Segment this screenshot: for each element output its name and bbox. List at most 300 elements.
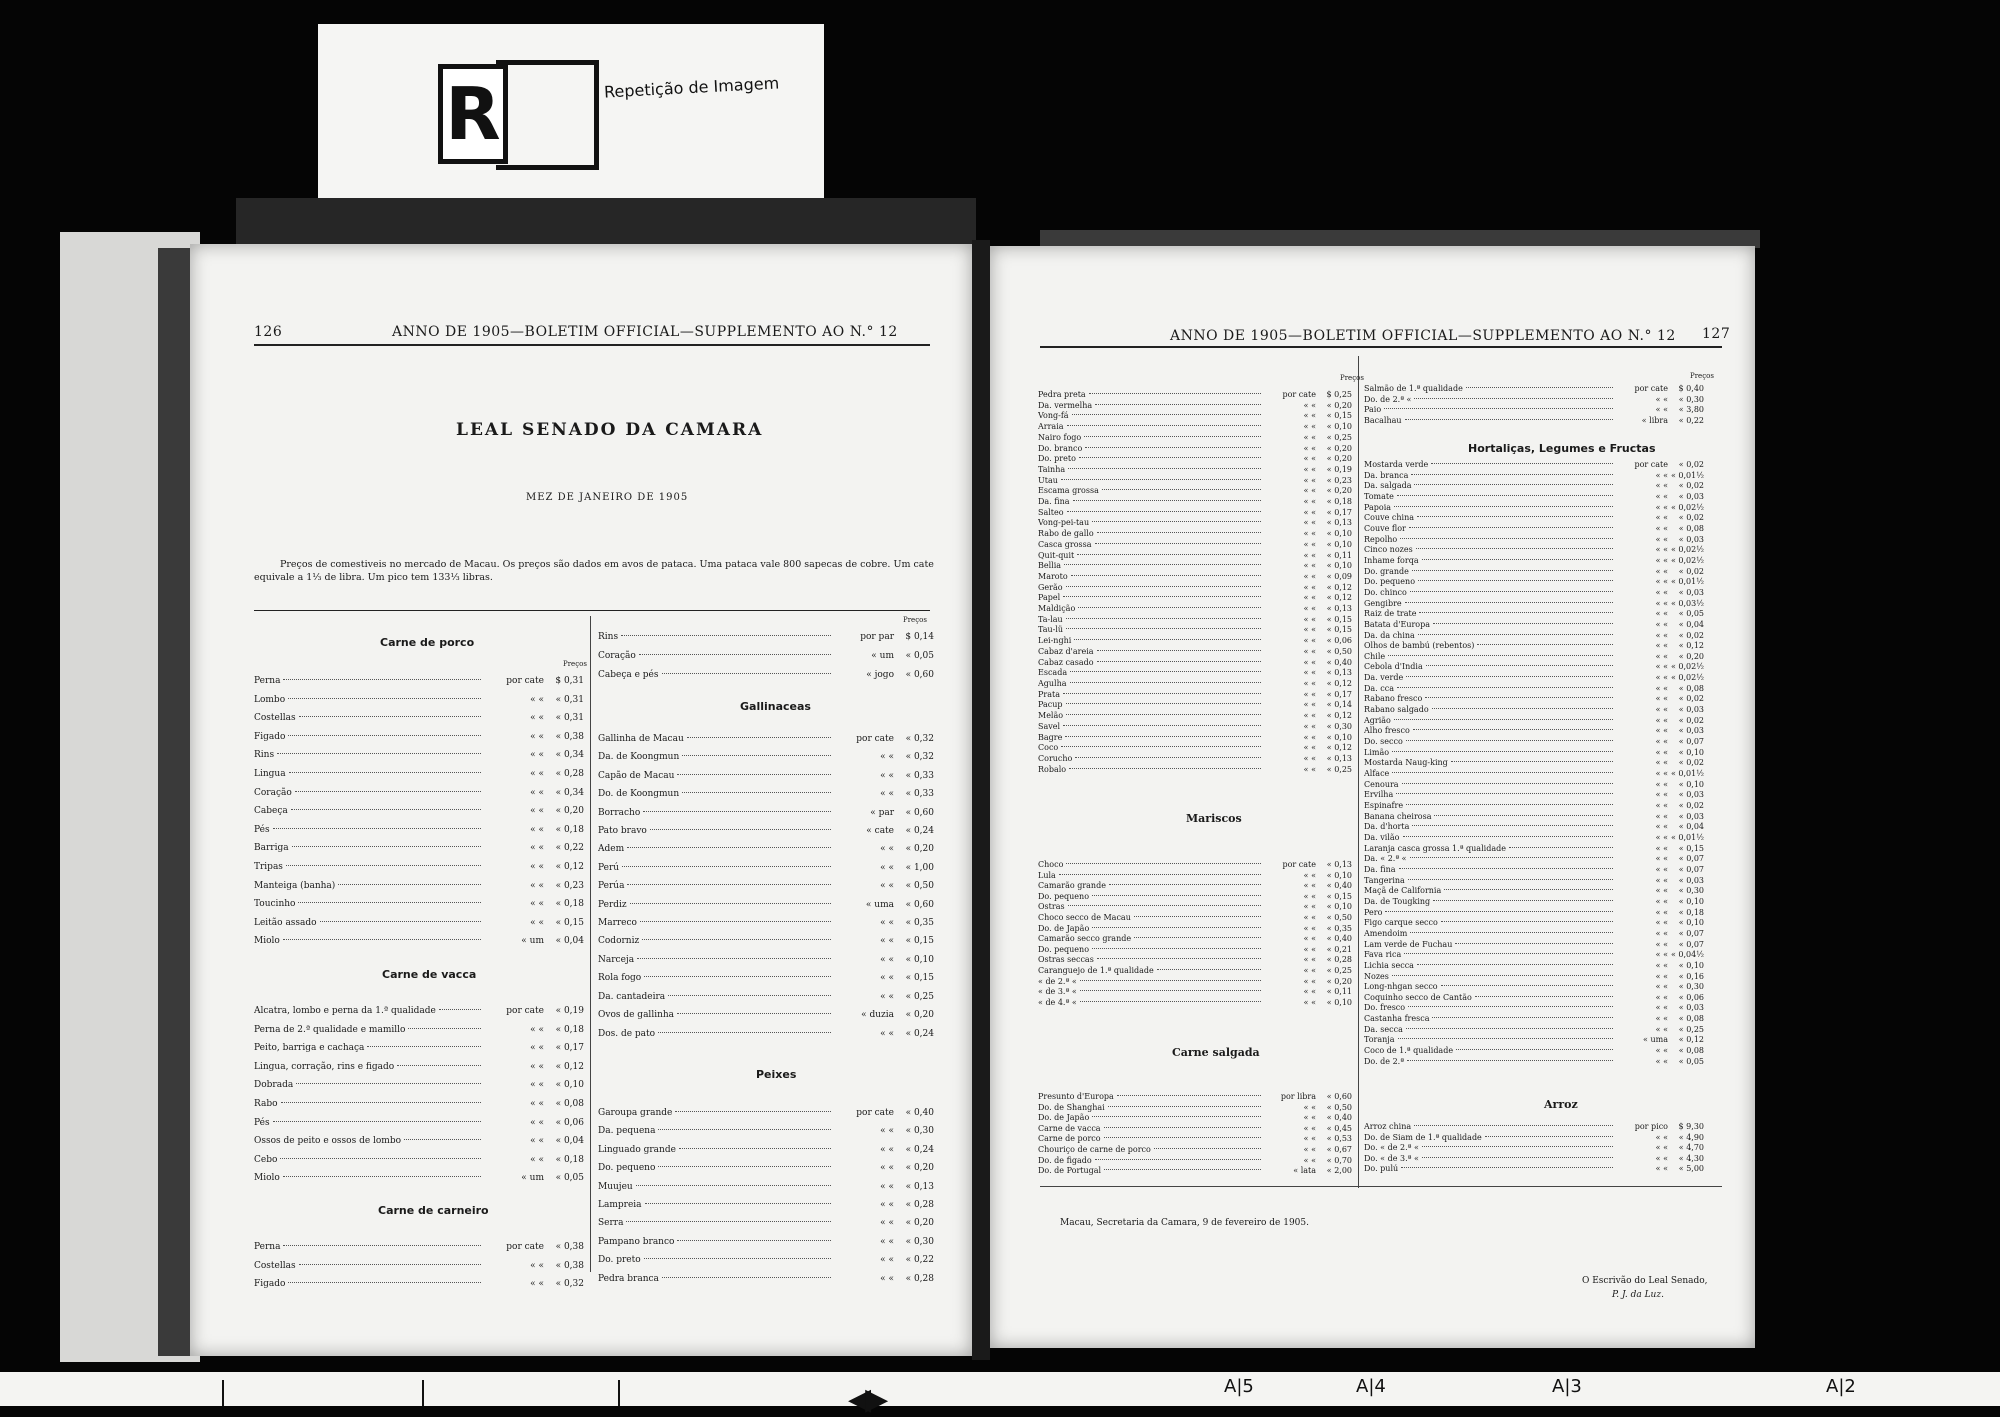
- price-row: [1364, 395, 1704, 406]
- item-name: Ostras: [1038, 902, 1065, 912]
- price-row: [598, 951, 934, 969]
- leader-dots: [679, 1148, 831, 1149]
- price-row: [1038, 551, 1352, 562]
- item-name: Rabano salgado: [1364, 705, 1429, 715]
- item-unit: por cate: [856, 734, 894, 744]
- price-row: [254, 839, 584, 858]
- leader-dots: [1431, 463, 1613, 464]
- leader-dots: [644, 1258, 831, 1259]
- item-unit: « «: [1303, 432, 1316, 442]
- price-row: [1038, 668, 1352, 679]
- leader-dots: [621, 635, 831, 636]
- price-row: [1364, 1025, 1704, 1036]
- price-row: [1038, 733, 1352, 744]
- price-row: [1038, 754, 1352, 765]
- item-name: Tangerina: [1364, 875, 1405, 885]
- item-price: « 0,03: [1678, 811, 1704, 821]
- item-price: « 0,34: [555, 787, 584, 798]
- item-name: Da. d'horta: [1364, 822, 1410, 832]
- precos-label-col2: Preços: [903, 616, 927, 624]
- leader-dots: [1403, 836, 1614, 837]
- leader-dots: [1406, 804, 1613, 805]
- item-name: Perú: [598, 862, 620, 873]
- item-price: « 0,15: [1326, 614, 1352, 624]
- item-name: Tomate: [1364, 491, 1394, 501]
- item-name: Do. preto: [1038, 454, 1076, 464]
- page-number: 127: [1702, 326, 1731, 342]
- item-name: Coração: [254, 787, 292, 798]
- item-price: « 0,11: [1326, 550, 1352, 560]
- leader-dots: [1092, 521, 1261, 522]
- leader-dots: [1392, 772, 1613, 773]
- ruler-tick: [422, 1380, 424, 1406]
- item-unit: « «: [1655, 705, 1668, 715]
- leader-dots: [658, 1032, 831, 1033]
- item-name: Rabo de gallo: [1038, 529, 1094, 539]
- item-name: Carne de vacca: [1038, 1123, 1101, 1133]
- item-name: Camarão secco grande: [1038, 934, 1132, 944]
- item-name: Da. pequena: [598, 1126, 656, 1137]
- ruler-label: A|5: [1224, 1376, 1254, 1397]
- price-row: [1038, 1124, 1352, 1135]
- leader-dots: [286, 865, 481, 866]
- leader-dots: [1416, 548, 1613, 549]
- item-unit: « libra: [1641, 415, 1668, 425]
- item-unit: « duzia: [861, 1010, 894, 1021]
- item-unit: « «: [880, 1255, 894, 1266]
- item-price: « 0,02: [1678, 715, 1704, 725]
- leader-dots: [677, 1013, 831, 1014]
- item-unit: « «: [880, 1273, 894, 1284]
- item-name: Pés: [254, 1117, 270, 1128]
- price-row: [254, 746, 584, 765]
- leader-dots: [439, 1009, 481, 1010]
- price-row: [1364, 416, 1704, 427]
- price-row: [1038, 529, 1352, 540]
- item-name: Presunto d'Europa: [1038, 1092, 1114, 1101]
- item-name: Vong-pei-tau: [1038, 518, 1090, 528]
- item-name: Da. cca: [1364, 683, 1394, 693]
- ruler-tick: [618, 1380, 620, 1406]
- item-name: Do. de Japão: [1038, 923, 1090, 933]
- item-unit: « «: [1303, 518, 1316, 528]
- item-price: « 0,45: [1326, 1123, 1352, 1133]
- item-name: Da. vermelha: [1038, 400, 1093, 410]
- item-price: « 0,10: [1678, 779, 1704, 789]
- leader-dots: [299, 716, 481, 717]
- item-price: « 0,03: [1678, 875, 1704, 885]
- leader-dots: [1063, 725, 1261, 726]
- price-row: [1364, 471, 1704, 482]
- item-name: Costellas: [254, 713, 296, 724]
- price-row: [598, 647, 934, 666]
- item-unit: « «: [530, 861, 544, 872]
- item-price: « 0,30: [1678, 982, 1704, 992]
- item-unit: « «: [530, 731, 544, 742]
- item-unit: « «: [1655, 598, 1668, 608]
- leader-dots: [338, 884, 481, 885]
- item-price: « 3,80: [1678, 405, 1704, 415]
- item-unit: por cate: [1282, 390, 1316, 399]
- item-unit: « «: [1655, 939, 1668, 949]
- price-row: [1364, 535, 1704, 546]
- item-unit: « «: [1303, 464, 1316, 474]
- scale-ruler: [0, 1372, 2000, 1406]
- leader-dots: [1075, 757, 1261, 758]
- leader-dots: [281, 1102, 481, 1103]
- section-title: Hortaliças, Legumes e Fructas: [1468, 442, 1656, 455]
- item-name: Gerão: [1038, 582, 1063, 592]
- price-row: [598, 1141, 934, 1159]
- item-name: Do. fresco: [1364, 1003, 1406, 1013]
- item-name: Do. preto: [598, 1255, 641, 1266]
- item-price: « 5,00: [1678, 1164, 1704, 1174]
- leader-dots: [1104, 1137, 1261, 1138]
- item-name: Do. de 2.ª «: [1364, 394, 1412, 404]
- leader-dots: [1406, 740, 1613, 741]
- item-price: « 0,18: [555, 824, 584, 835]
- item-price: « 0,06: [1678, 992, 1704, 1002]
- leader-dots: [1102, 489, 1261, 490]
- item-price: « 0,10: [1678, 918, 1704, 928]
- price-row: [254, 765, 584, 784]
- item-name: Da. branca: [1364, 470, 1409, 480]
- item-unit: « «: [1303, 604, 1316, 614]
- item-price: « 0,02½: [1670, 662, 1704, 672]
- item-price: « 0,20: [905, 1218, 934, 1229]
- item-unit: « «: [880, 1218, 894, 1229]
- leader-dots: [1392, 975, 1613, 976]
- price-row: [598, 896, 934, 914]
- price-row: [598, 840, 934, 858]
- item-price: « 0,12: [1678, 641, 1704, 651]
- price-row: [1038, 700, 1352, 711]
- item-unit: « «: [1303, 944, 1316, 954]
- item-name: Dobrada: [254, 1080, 294, 1091]
- leader-dots: [626, 1221, 831, 1222]
- item-name: Do. de Shanghai: [1038, 1102, 1105, 1112]
- item-name: Robalo: [1038, 764, 1067, 774]
- leader-dots: [1405, 602, 1613, 603]
- item-unit: « «: [1303, 454, 1316, 464]
- item-unit: « «: [530, 843, 544, 854]
- price-row: [1364, 1057, 1704, 1068]
- item-unit: « «: [1655, 619, 1668, 629]
- leader-dots: [1434, 815, 1613, 816]
- item-name: Lingua, corração, rins e figado: [254, 1061, 395, 1072]
- item-price: « 0,07: [1678, 737, 1704, 747]
- item-name: Gengibre: [1364, 598, 1402, 608]
- price-row: [1038, 934, 1352, 945]
- item-price: $ 0,14: [905, 632, 934, 642]
- price-row: [1364, 1122, 1704, 1133]
- price-row: [254, 1275, 584, 1294]
- price-row: [1364, 908, 1704, 919]
- item-price: « 0,04½: [1670, 950, 1704, 960]
- price-row: [598, 748, 934, 766]
- item-price: « 0,03: [1678, 534, 1704, 544]
- item-name: Figado: [254, 731, 286, 742]
- price-row: [1364, 1014, 1704, 1025]
- price-row: [1364, 993, 1704, 1004]
- item-unit: « «: [1655, 801, 1668, 810]
- leader-dots: [1095, 404, 1261, 405]
- item-name: Peito, barriga e cachaça: [254, 1043, 365, 1054]
- item-unit: « «: [1655, 918, 1668, 928]
- leader-dots: [1418, 580, 1613, 581]
- item-unit: por pico: [1634, 1122, 1668, 1131]
- item-price: « 0,12: [555, 861, 584, 872]
- item-unit: « «: [1655, 928, 1668, 938]
- item-name: Codorniz: [598, 936, 640, 947]
- price-row: [1364, 567, 1704, 578]
- item-price: « 0,18: [1326, 497, 1352, 507]
- leader-dots: [292, 846, 481, 847]
- item-name: Ovos de gallinha: [598, 1010, 675, 1021]
- leader-dots: [1414, 1125, 1613, 1126]
- item-name: Barriga: [254, 843, 289, 854]
- item-price: « 0,08: [555, 1098, 584, 1109]
- item-unit: « «: [1303, 1113, 1316, 1123]
- item-name: Dos. de pato: [598, 1028, 656, 1039]
- price-row: [1038, 411, 1352, 422]
- item-price: « 0,08: [1678, 523, 1704, 533]
- price-row: [1038, 1092, 1352, 1103]
- item-name: Mostarda verde: [1364, 460, 1429, 469]
- item-name: Da. vilão: [1364, 832, 1400, 842]
- price-row: [598, 628, 934, 647]
- price-row: [254, 672, 584, 691]
- item-unit: « «: [530, 880, 544, 891]
- price-row: [1364, 929, 1704, 940]
- item-price: « 0,06: [555, 1117, 584, 1128]
- item-unit: « «: [1303, 400, 1316, 410]
- leader-dots: [1066, 618, 1261, 619]
- item-price: « 0,20: [1678, 651, 1704, 661]
- item-name: Perna de 2.ª qualidade e mamillo: [254, 1024, 406, 1035]
- item-name: Do. pequeno: [1038, 891, 1090, 901]
- leader-dots: [1433, 900, 1613, 901]
- item-unit: « «: [1303, 711, 1316, 721]
- item-price: « 0,07: [1678, 939, 1704, 949]
- item-unit: « «: [1655, 630, 1668, 640]
- item-name: Pedra branca: [598, 1273, 659, 1284]
- price-row: [1364, 940, 1704, 951]
- leader-dots: [1066, 703, 1261, 704]
- price-row: [254, 932, 584, 951]
- intro-note: Preços de comestiveis no mercado de Macau. Os preços são dados em avos de pataca. Uma pataca vale 800 sapecas de cobre. Um cate equivale a 1⅓ de libra. Um pico tem 133⅓ libras.: [254, 559, 934, 583]
- item-unit: « «: [530, 1043, 544, 1054]
- page-subtitle: MEZ DE JANEIRO DE 1905: [526, 492, 689, 503]
- item-name: Da. « 2.ª «: [1364, 854, 1407, 864]
- item-unit: « «: [1655, 673, 1668, 683]
- item-name: Borracho: [598, 807, 641, 818]
- item-name: Alface: [1364, 769, 1390, 779]
- item-unit: « «: [1303, 529, 1316, 539]
- price-row: [598, 1006, 934, 1024]
- price-row: [1038, 604, 1352, 615]
- item-unit: « «: [1303, 764, 1316, 774]
- price-row: [254, 691, 584, 710]
- item-price: « 4,30: [1678, 1153, 1704, 1163]
- item-name: Corucho: [1038, 753, 1073, 763]
- leader-dots: [1397, 495, 1613, 496]
- leader-dots: [1067, 425, 1261, 426]
- item-name: Bacalhau: [1364, 415, 1402, 425]
- item-unit: « jogo: [866, 670, 894, 680]
- price-row: [1038, 998, 1352, 1009]
- price-row: [1038, 540, 1352, 551]
- price-row: [254, 877, 584, 896]
- item-unit: « «: [1655, 886, 1668, 896]
- item-name: Cabaz d'areia: [1038, 646, 1094, 656]
- item-name: Lula: [1038, 870, 1056, 880]
- leader-dots: [277, 753, 481, 754]
- item-price: « 0,28: [1326, 955, 1352, 965]
- leader-dots: [1402, 783, 1613, 784]
- item-price: « 0,24: [905, 1028, 934, 1039]
- item-name: Papel: [1038, 593, 1061, 603]
- item-price: « 0,38: [555, 731, 584, 742]
- item-unit: « «: [1655, 534, 1668, 544]
- price-row: [254, 784, 584, 803]
- item-name: Amendoim: [1364, 928, 1408, 938]
- item-unit: « «: [1303, 636, 1316, 646]
- item-name: Tainha: [1038, 464, 1066, 474]
- leader-dots: [627, 884, 831, 885]
- item-price: « 0,20: [905, 844, 934, 855]
- item-unit: « «: [880, 1236, 894, 1247]
- leader-dots: [627, 847, 831, 848]
- item-unit: « «: [530, 750, 544, 761]
- item-name: Couve flor: [1364, 523, 1406, 533]
- item-name: Do. branco: [1038, 443, 1083, 453]
- item-price: « 0,35: [905, 918, 934, 929]
- price-row: [1364, 652, 1704, 663]
- leader-dots: [1425, 697, 1613, 698]
- item-unit: « «: [530, 1080, 544, 1091]
- price-row: [1364, 384, 1704, 395]
- price-row: [1038, 871, 1352, 882]
- item-price: « 0,18: [555, 1024, 584, 1035]
- leader-dots: [1388, 655, 1613, 656]
- item-unit: « «: [1655, 502, 1668, 512]
- item-price: « 0,01½: [1670, 577, 1704, 587]
- item-name: Do. pequeno: [1038, 944, 1090, 954]
- price-row: [1364, 631, 1704, 642]
- price-row: [254, 1151, 584, 1170]
- item-unit: « «: [1655, 769, 1668, 779]
- leader-dots: [1066, 586, 1261, 587]
- item-name: Agulha: [1038, 678, 1067, 688]
- item-price: « 0,40: [1326, 657, 1352, 667]
- item-price: « 0,33: [905, 770, 934, 781]
- price-row: [598, 1178, 934, 1196]
- item-name: Rins: [254, 750, 275, 761]
- leader-dots: [658, 1129, 831, 1130]
- item-unit: « «: [1655, 960, 1668, 970]
- price-row: [1038, 924, 1352, 935]
- leader-dots: [1422, 559, 1613, 560]
- item-price: « 0,04: [555, 1136, 584, 1147]
- price-row: [254, 895, 584, 914]
- item-name: Couve china: [1364, 513, 1414, 523]
- price-row: [598, 914, 934, 932]
- price-row: [1038, 486, 1352, 497]
- price-row: [1364, 961, 1704, 972]
- item-name: Casca grossa: [1038, 539, 1092, 549]
- item-unit: « «: [880, 862, 894, 873]
- item-price: « 0,50: [1326, 1102, 1352, 1112]
- leader-dots: [273, 828, 481, 829]
- leader-dots: [1117, 1095, 1261, 1096]
- item-price: « 0,12: [1326, 593, 1352, 603]
- price-row: [598, 1251, 934, 1269]
- item-price: « 0,02½: [1670, 545, 1704, 555]
- item-price: « 0,40: [1326, 934, 1352, 944]
- item-unit: « «: [1655, 864, 1668, 874]
- item-price: « 0,03½: [1670, 598, 1704, 608]
- leader-dots: [1080, 990, 1261, 991]
- item-name: Batata d'Europa: [1364, 619, 1431, 629]
- leader-dots: [1432, 1017, 1613, 1018]
- item-name: Rabano fresco: [1364, 694, 1423, 704]
- item-price: « 0,10: [1326, 561, 1352, 571]
- item-price: « 0,40: [905, 1108, 934, 1118]
- price-row: [598, 1159, 934, 1177]
- price-row: [1038, 390, 1352, 401]
- item-name: Lichia secca: [1364, 960, 1414, 970]
- item-unit: « «: [530, 824, 544, 835]
- item-price: « 0,21: [1326, 944, 1352, 954]
- price-list: [254, 672, 584, 951]
- item-price: « 0,10: [1326, 870, 1352, 880]
- ruler-label: A|3: [1552, 1376, 1582, 1397]
- item-name: Maldição: [1038, 604, 1076, 614]
- price-row: [1364, 886, 1704, 897]
- leader-dots: [1065, 736, 1261, 737]
- item-name: Figado: [254, 1279, 286, 1290]
- item-unit: « «: [1303, 881, 1316, 891]
- item-price: « 0,20: [1326, 400, 1352, 410]
- price-row: [1364, 641, 1704, 652]
- leader-dots: [404, 1139, 481, 1140]
- item-price: « 0,02½: [1670, 555, 1704, 565]
- item-name: Toucinho: [254, 899, 296, 910]
- leader-dots: [1097, 650, 1261, 651]
- item-price: « 4,90: [1678, 1132, 1704, 1142]
- item-name: Cenoura: [1364, 779, 1399, 789]
- item-name: « de 4.ª «: [1038, 997, 1077, 1007]
- item-name: Do. de Koongmun: [598, 789, 680, 800]
- leader-dots: [367, 1046, 481, 1047]
- item-name: Pato bravo: [598, 826, 647, 837]
- item-price: « 0,28: [905, 1200, 934, 1211]
- item-unit: « «: [880, 936, 894, 947]
- price-row: [598, 1233, 934, 1251]
- leader-dots: [682, 792, 831, 793]
- item-unit: por cate: [506, 1242, 544, 1252]
- leader-dots: [1466, 387, 1613, 388]
- item-unit: « «: [530, 1098, 544, 1109]
- item-name: Garoupa grande: [598, 1108, 673, 1118]
- leader-dots: [283, 1245, 481, 1246]
- item-unit: « «: [1655, 545, 1668, 555]
- item-price: « 0,07: [1678, 928, 1704, 938]
- item-price: « 0,20: [1326, 486, 1352, 496]
- price-row: [254, 914, 584, 933]
- item-name: Figo carque secco: [1364, 918, 1438, 928]
